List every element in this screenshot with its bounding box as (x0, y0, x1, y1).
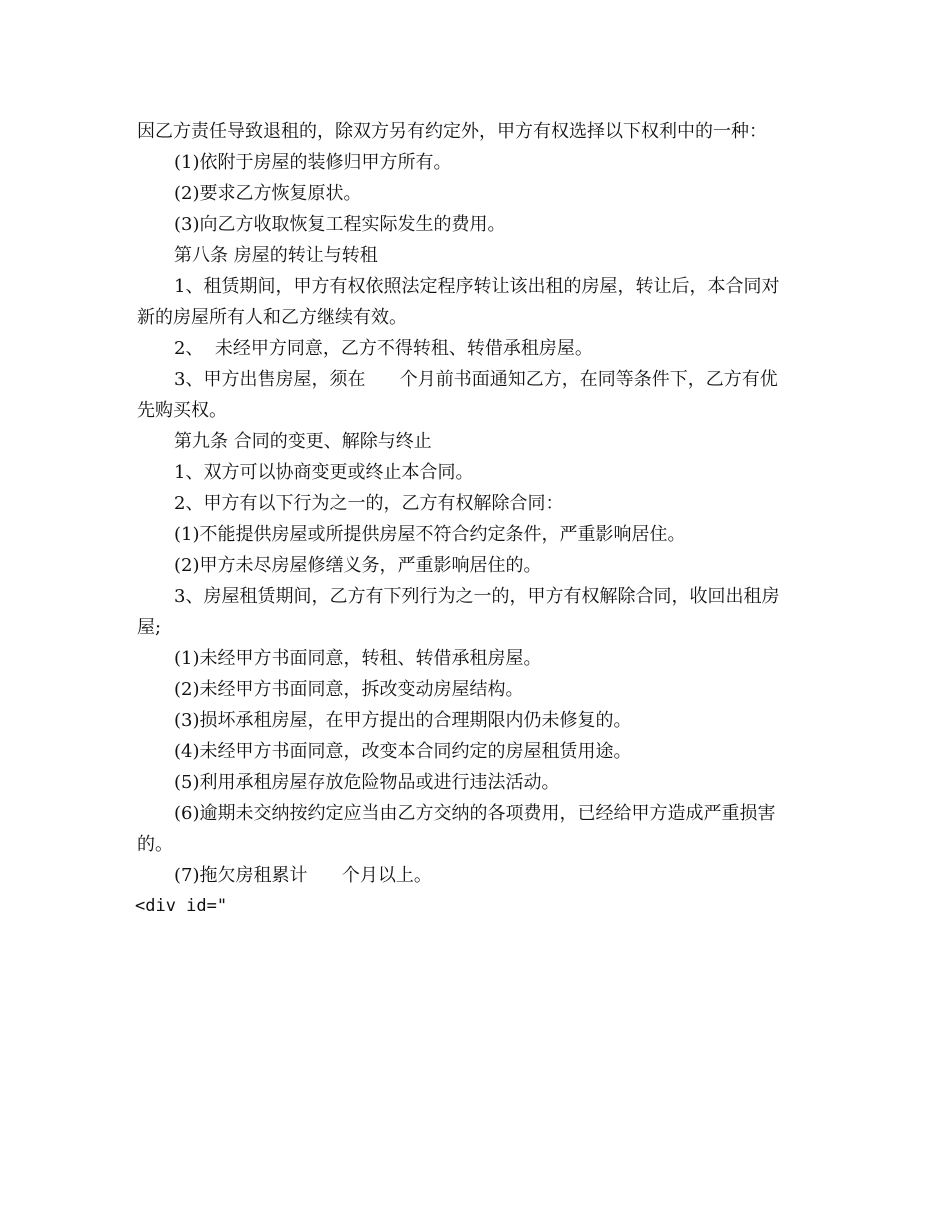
section-heading: 第八条 房屋的转让与转租 (174, 245, 378, 266)
paragraph-line: 因乙方责任导致退租的，除双方另有约定外，甲方有权选择以下权利中的一种： (137, 121, 767, 142)
list-item: (6)逾期未交纳按约定应当由乙方交纳的各项费用，已经给甲方造成严重损害 (174, 803, 776, 824)
list-item: (4)未经甲方书面同意，改变本合同约定的房屋租赁用途。 (174, 741, 632, 762)
list-item: (5)利用承租房屋存放危险物品或进行违法活动。 (174, 772, 560, 793)
paragraph-line: 1、租赁期间，甲方有权依照法定程序转让该出租的房屋，转让后，本合同对 (174, 276, 780, 297)
list-item: (7)拖欠房租累计 个月以上。 (174, 865, 432, 886)
list-item: (2)未经甲方书面同意，拆改变动房屋结构。 (174, 679, 524, 700)
paragraph-line: 屋; (137, 617, 162, 638)
paragraph-line: 3、房屋租赁期间，乙方有下列行为之一的，甲方有权解除合同，收回出租房 (174, 586, 780, 607)
document-body (137, 116, 817, 922)
list-item: (1)不能提供房屋或所提供房屋不符合约定条件，严重影响居住。 (174, 524, 686, 545)
paragraph-line: 2、甲方有以下行为之一的，乙方有权解除合同： (174, 493, 564, 514)
section-heading: 第九条 合同的变更、解除与终止 (174, 431, 432, 452)
paragraph-line: 先购买权。 (137, 400, 227, 421)
list-item: (2)要求乙方恢复原状。 (174, 183, 362, 204)
list-item: (1)依附于房屋的装修归甲方所有。 (174, 152, 452, 173)
paragraph-line: 新的房屋所有人和乙方继续有效。 (137, 307, 407, 328)
stray-code-fragment: <div id=" (135, 896, 228, 916)
list-item: (3)损坏承租房屋，在甲方提出的合理期限内仍未修复的。 (174, 710, 632, 731)
paragraph-line: 2、 未经甲方同意，乙方不得转租、转借承租房屋。 (174, 338, 593, 359)
list-item: (1)未经甲方书面同意，转租、转借承租房屋。 (174, 648, 542, 669)
paragraph-line: 3、甲方出售房屋，须在 个月前书面通知乙方，在同等条件下，乙方有优 (174, 369, 778, 390)
list-item: (2)甲方未尽房屋修缮义务，严重影响居住的。 (174, 555, 542, 576)
list-item: (3)向乙方收取恢复工程实际发生的费用。 (174, 214, 506, 235)
paragraph-line: 的。 (137, 834, 173, 855)
paragraph-line: 1、双方可以协商变更或终止本合同。 (174, 462, 474, 483)
